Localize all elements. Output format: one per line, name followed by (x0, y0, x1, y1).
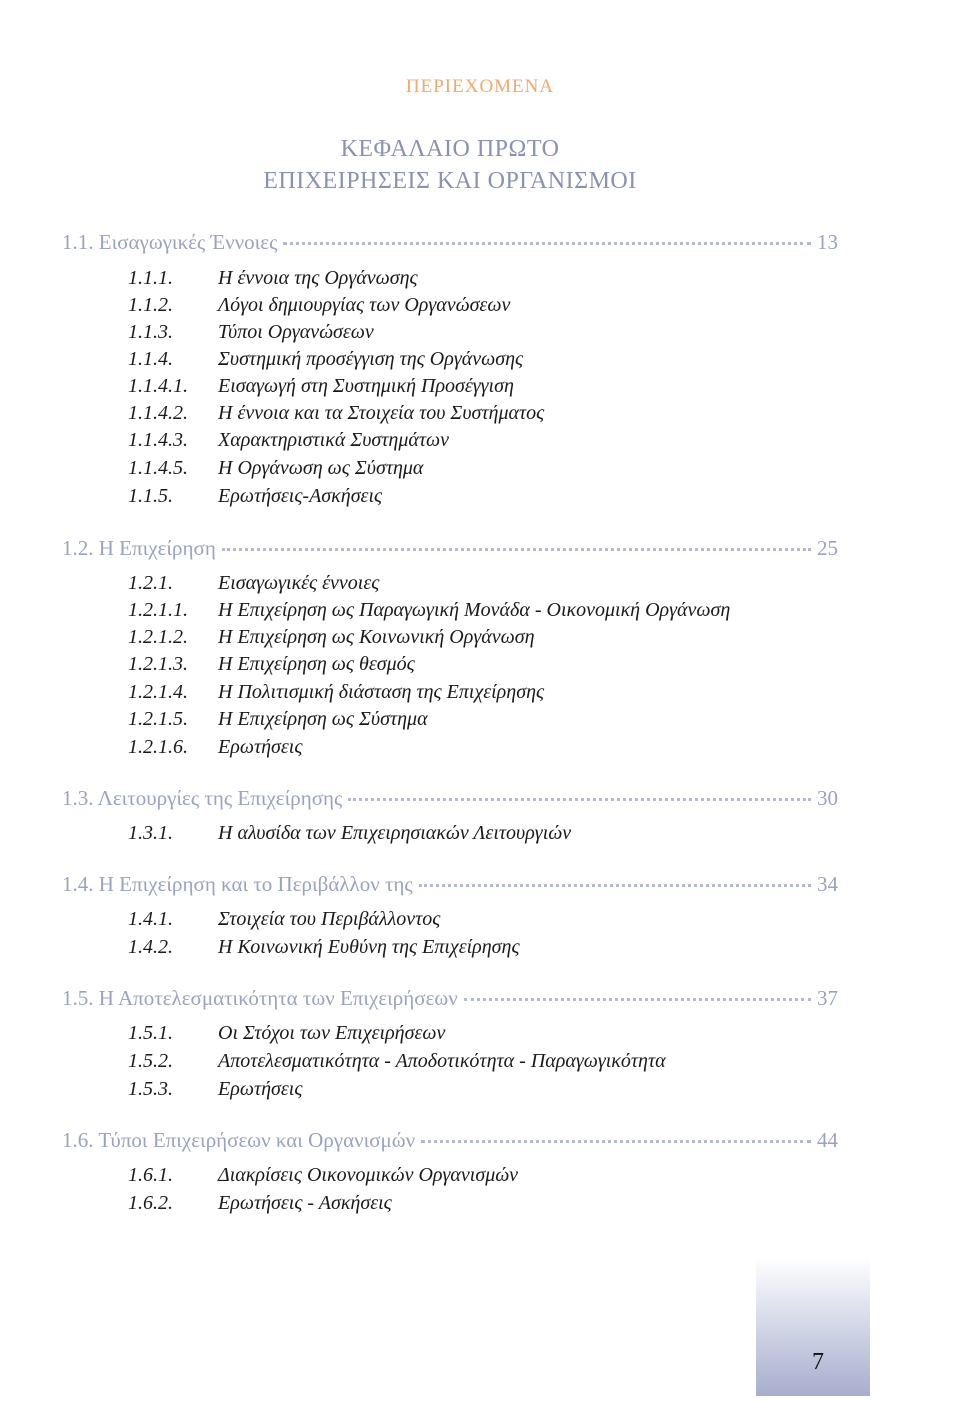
item-number: 1.1.4. (128, 348, 173, 370)
item-title: Χαρακτηριστικά Συστημάτων (218, 429, 450, 451)
item-number: 1.2.1.4. (128, 681, 188, 703)
item-number: 1.5.2. (128, 1050, 173, 1072)
toc-section-1-5[interactable] (62, 986, 838, 1016)
dot-leader (283, 242, 811, 245)
item-title: Ερωτήσεις (218, 1078, 303, 1100)
item-title: Η έννοια και τα Στοιχεία του Συστήματος (218, 402, 545, 424)
item-title: Διακρίσεις Οικονομικών Οργανισμών (218, 1164, 519, 1186)
section-title: 1.6. Τύποι Επιχειρήσεων και Οργανισμών (62, 1128, 416, 1152)
dot-leader (222, 548, 811, 551)
toc-section-1-2[interactable] (62, 536, 838, 566)
toc-section-1-3[interactable] (62, 786, 838, 816)
item-title: Λόγοι δημιουργίας των Οργανώσεων (218, 294, 511, 316)
item-title: Η Επιχείρηση ως Κοινωνική Οργάνωση (218, 626, 535, 648)
dot-leader (419, 884, 811, 887)
page-heading: ΠΕΡΙΕΧΟΜΕΝΑ (405, 76, 555, 97)
item-number: 1.2.1.2. (128, 626, 188, 648)
item-title: Στοιχεία του Περιβάλλοντος (218, 908, 441, 930)
item-title: Η Οργάνωση ως Σύστημα (218, 457, 424, 479)
item-number: 1.3.1. (128, 822, 173, 844)
item-number: 1.1.5. (128, 485, 173, 507)
chapter-title: ΕΠΙΧΕΙΡΗΣΕΙΣ ΚΑΙ ΟΡΓΑΝΙΣΜΟΙ (263, 168, 637, 194)
item-title: Η έννοια της Οργάνωσης (218, 267, 418, 289)
item-number: 1.1.4.2. (128, 402, 188, 424)
section-page-number: 34 (817, 872, 838, 896)
item-number: 1.1.4.1. (128, 375, 188, 397)
section-title: 1.5. Η Αποτελεσματικότητα των Επιχειρήσεων (62, 986, 458, 1010)
dot-leader (464, 998, 811, 1001)
item-number: 1.6.1. (128, 1164, 173, 1186)
section-page-number: 44 (817, 1128, 838, 1152)
item-number: 1.4.1. (128, 908, 173, 930)
item-number: 1.2.1.3. (128, 653, 188, 675)
item-number: 1.6.2. (128, 1192, 173, 1214)
item-title: Η Πολιτισμική διάσταση της Επιχείρησης (218, 681, 545, 703)
item-number: 1.2.1.6. (128, 736, 188, 758)
toc-section-1-4[interactable] (62, 872, 838, 902)
item-number: 1.5.1. (128, 1022, 173, 1044)
item-title: Η Επιχείρηση ως Παραγωγική Μονάδα - Οικονομική Οργάνωση (218, 599, 731, 621)
toc-section-1-1[interactable] (62, 230, 838, 260)
section-page-number: 13 (817, 230, 838, 254)
item-title: Η Επιχείρηση ως Σύστημα (218, 708, 428, 730)
item-title: Ερωτήσεις - Ασκήσεις (218, 1192, 392, 1214)
page-number-box (756, 1258, 870, 1396)
item-title: Εισαγωγή στη Συστημική Προσέγγιση (218, 375, 514, 397)
section-page-number: 25 (817, 536, 838, 560)
section-title: 1.2. Η Επιχείρηση (62, 536, 216, 560)
section-title: 1.1. Εισαγωγικές Έννοιες (62, 230, 278, 254)
item-number: 1.1.2. (128, 294, 173, 316)
chapter-label: ΚΕΦΑΛΑΙΟ ΠΡΩΤΟ (340, 136, 560, 162)
item-number: 1.4.2. (128, 936, 173, 958)
section-page-number: 30 (817, 786, 838, 810)
item-number: 1.1.3. (128, 321, 173, 343)
item-title: Εισαγωγικές έννοιες (218, 572, 380, 594)
section-title: 1.4. Η Επιχείρηση και το Περιβάλλον της (62, 872, 413, 896)
dot-leader (348, 798, 811, 801)
item-title: Η Κοινωνική Ευθύνη της Επιχείρησης (218, 936, 520, 958)
item-number: 1.1.1. (128, 267, 173, 289)
item-title: Η αλυσίδα των Επιχειρησιακών Λειτουργιών (218, 822, 572, 844)
dot-leader (421, 1140, 811, 1143)
item-title: Αποτελεσματικότητα - Αποδοτικότητα - Παραγωγικότητα (218, 1050, 666, 1072)
item-title: Οι Στόχοι των Επιχειρήσεων (218, 1022, 446, 1044)
item-number: 1.5.3. (128, 1078, 173, 1100)
item-number: 1.1.4.5. (128, 457, 188, 479)
item-title: Τύποι Οργανώσεων (218, 321, 374, 343)
item-title: Ερωτήσεις-Ασκήσεις (218, 485, 383, 507)
item-number: 1.2.1. (128, 572, 173, 594)
section-title: 1.3. Λειτουργίες της Επιχείρησης (62, 786, 343, 810)
item-number: 1.1.4.3. (128, 429, 188, 451)
item-title: Ερωτήσεις (218, 736, 303, 758)
page-number: 7 (812, 1349, 824, 1375)
item-number: 1.2.1.1. (128, 599, 188, 621)
item-title: Συστημική προσέγγιση της Οργάνωσης (218, 348, 524, 370)
item-number: 1.2.1.5. (128, 708, 188, 730)
toc-section-1-6[interactable] (62, 1128, 838, 1158)
item-title: Η Επιχείρηση ως θεσμός (218, 653, 415, 675)
section-page-number: 37 (817, 986, 838, 1010)
